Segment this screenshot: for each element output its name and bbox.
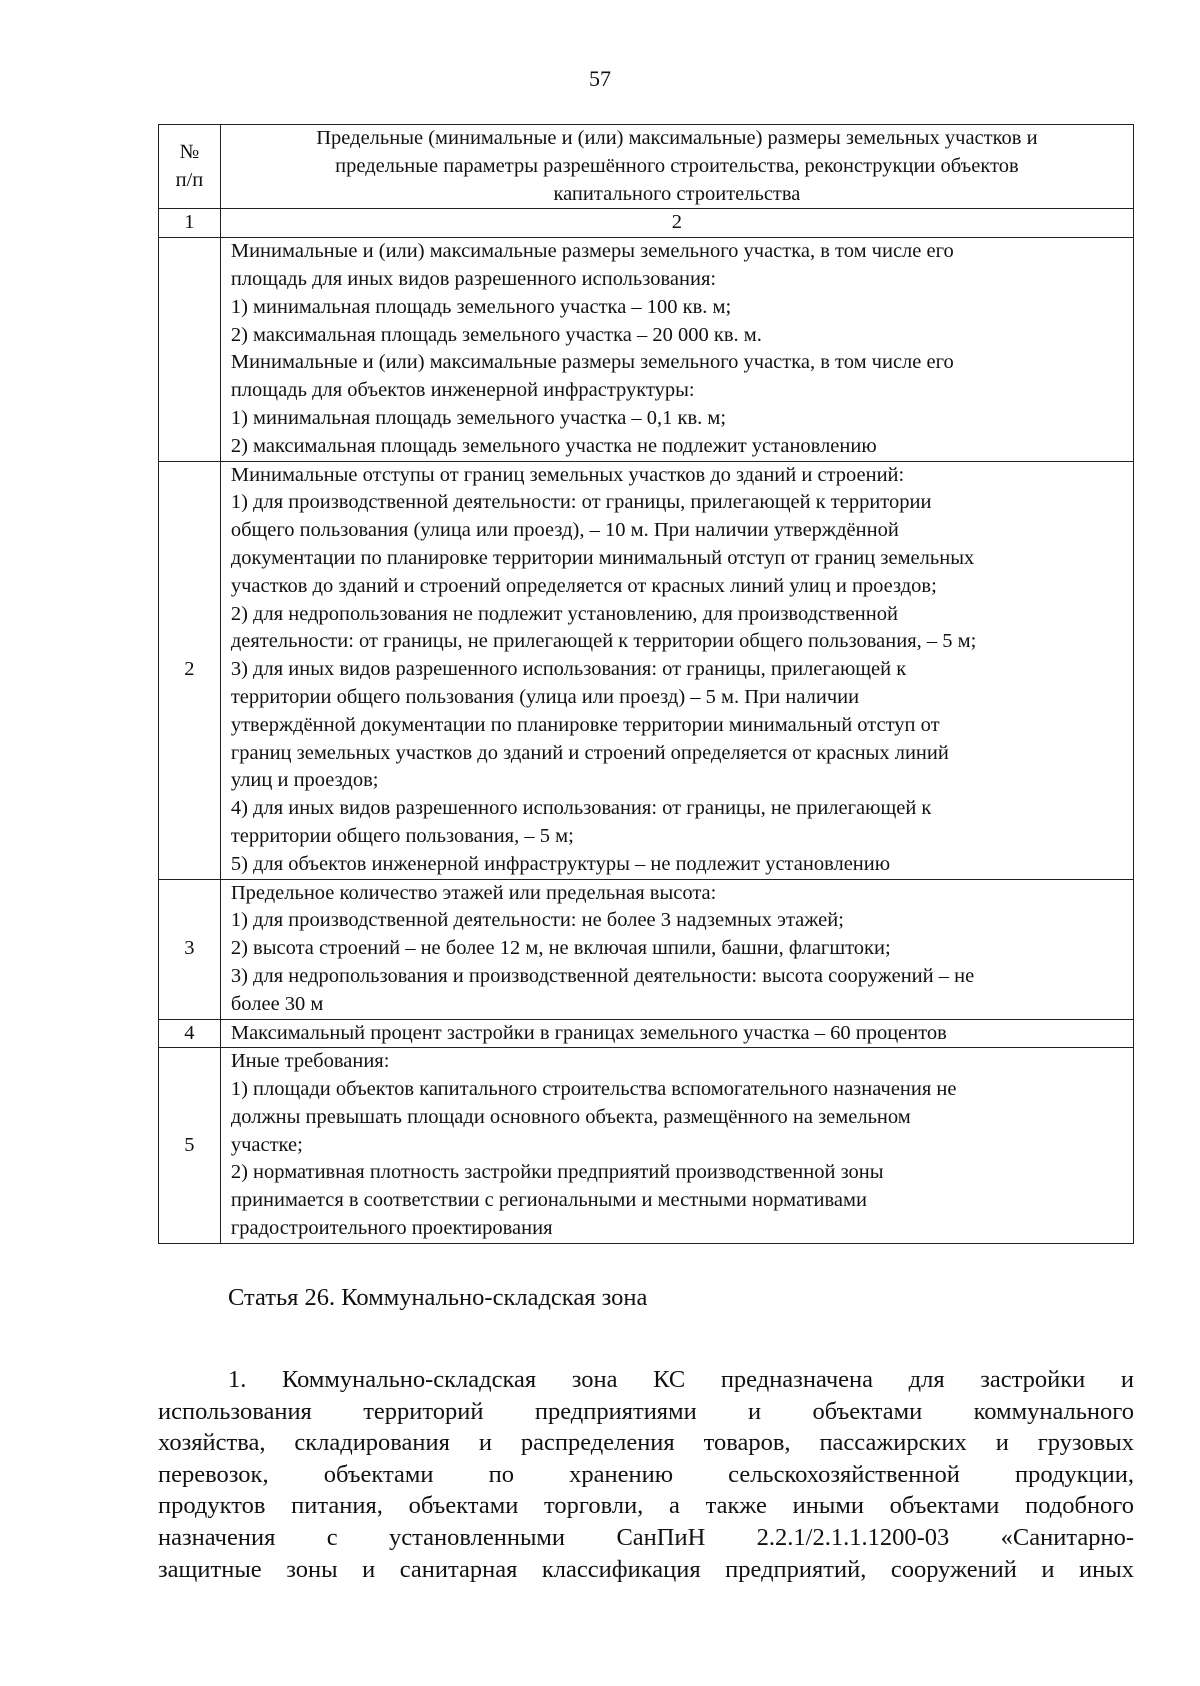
row-text-line: Минимальные и (или) максимальные размеры земельного участка, в том числе его <box>230 240 954 263</box>
row-text-line: принимается в соответствии с региональными и местными нормативами <box>230 1189 867 1212</box>
header-number-line: п/п <box>175 168 204 191</box>
row-text-line: 2) максимальная площадь земельного участка – 20 000 кв. м. <box>230 323 762 346</box>
row-text-line: Предельное количество этажей или предельная высота: <box>230 881 717 904</box>
header-number-cell <box>159 125 221 209</box>
table-row <box>159 1048 1134 1244</box>
row-text-line: 5) для объектов инженерной инфраструктуры – не подлежит установлению <box>230 852 891 875</box>
row-number-cell: 5 <box>159 1048 221 1244</box>
row-text-line: 1) для производственной деятельности: не более 3 надземных этажей; <box>230 909 844 932</box>
row-text-line: территории общего пользования, – 5 м; <box>230 824 574 847</box>
row-text-line: Минимальные и (или) максимальные размеры земельного участка, в том числе его <box>230 351 954 374</box>
row-text-line: 1) для производственной деятельности: от границы, прилегающей к территории <box>230 491 932 514</box>
paragraph-line: защитные зоны и санитарная классификация предприятий, сооружений и иных <box>158 1555 1134 1583</box>
row-text-line: общего пользования (улица или проезд), – 10 м. При наличии утверждённой <box>230 519 899 542</box>
row-number-cell: 2 <box>159 461 221 879</box>
header-title-line: предельные параметры разрешённого строительства, реконструкции объектов <box>335 154 1019 177</box>
row-text-line: площадь для объектов инженерной инфраструктуры: <box>230 379 695 402</box>
header-title-line: капитального строительства <box>553 182 801 205</box>
row-text-line: 3) для иных видов разрешенного использования: от границы, прилегающей к <box>230 658 907 681</box>
paragraph-line: использования территорий предприятиями и объектами коммунального <box>158 1397 1134 1425</box>
table-body <box>159 238 1134 1244</box>
row-text-line: 2) для недропользования не подлежит установлению, для производственной <box>230 602 898 625</box>
article-title: Статья 26. Коммунально-складская зона <box>228 1284 648 1311</box>
header-title-line: Предельные (минимальные и (или) максимальные) размеры земельных участков и <box>316 127 1038 149</box>
row-text-line: 2) высота строений – не более 12 м, не включая шпили, башни, флагштоки; <box>230 937 891 960</box>
row-text-line: улиц и проездов; <box>230 769 379 792</box>
row-text-cell <box>220 1019 1133 1048</box>
row-text-line: территории общего пользования (улица или проезд) – 5 м. При наличии <box>230 685 860 708</box>
row-text-line: границ земельных участков до зданий и строений определяется от красных линий <box>230 741 949 764</box>
header-title-cell <box>220 125 1133 209</box>
table-row <box>159 1019 1134 1048</box>
parameters-table <box>158 124 1134 1244</box>
row-text-line: 1) минимальная площадь земельного участка – 100 кв. м; <box>230 295 732 318</box>
row-text-cell <box>220 1048 1133 1244</box>
article-paragraph <box>158 1364 1134 1585</box>
row-text-line: Максимальный процент застройки в границах земельного участка – 60 процентов <box>230 1021 947 1044</box>
row-text-line: участке; <box>230 1133 303 1156</box>
row-text-line: градостроительного проектирования <box>230 1217 553 1240</box>
row-number-cell <box>159 238 221 461</box>
paragraph-line: перевозок, объектами по хранению сельскохозяйственной продукции, <box>158 1460 1134 1488</box>
index-cell: 2 <box>220 209 1133 238</box>
row-text-line: деятельности: от границы, не прилегающей к территории общего пользования, – 5 м; <box>230 630 977 653</box>
paragraph-line: продуктов питания, объектами торговли, а также иными объектами подобного <box>158 1492 1134 1520</box>
page-number: 57 <box>589 66 611 91</box>
row-text-line: 2) максимальная площадь земельного участка не подлежит установлению <box>230 434 877 457</box>
table-row <box>159 879 1134 1019</box>
row-text-line: участков до зданий и строений определяется от красных линий улиц и проездов; <box>230 574 937 597</box>
table-index-row <box>159 209 1134 238</box>
row-text-line: 3) для недропользования и производственной деятельности: высота сооружений – не <box>230 964 975 987</box>
row-text-line: утверждённой документации по планировке территории минимальный отступ от <box>230 713 940 736</box>
row-text-line: документации по планировке территории минимальный отступ от границ земельных <box>230 546 975 569</box>
row-text-line: площадь для иных видов разрешенного использования: <box>230 267 717 290</box>
table-header-row <box>159 125 1134 209</box>
row-text-line: 1) минимальная площадь земельного участка – 0,1 кв. м; <box>230 406 727 429</box>
header-number-line: № <box>179 140 200 163</box>
row-text-cell <box>220 238 1133 461</box>
row-number-cell: 3 <box>159 879 221 1019</box>
paragraph-line: назначения с установленными СанПиН 2.2.1/2.1.1.1200-03 «Санитарно- <box>158 1523 1134 1551</box>
row-text-line: Минимальные отступы от границ земельных участков до зданий и строений: <box>230 463 905 486</box>
row-text-cell <box>220 879 1133 1019</box>
row-text-line: Иные требования: <box>230 1050 390 1073</box>
paragraph-line: 1. Коммунально-складская зона КС предназначена для застройки и <box>228 1366 1134 1393</box>
row-text-cell <box>220 461 1133 879</box>
row-text-line: 4) для иных видов разрешенного использования: от границы, не прилегающей к <box>230 797 932 820</box>
row-text-line: должны превышать площади основного объекта, размещённого на земельном <box>230 1105 911 1128</box>
row-text-line: 2) нормативная плотность застройки предприятий производственной зоны <box>230 1161 884 1184</box>
table-row <box>159 238 1134 461</box>
row-text-line: 1) площади объектов капитального строительства вспомогательного назначения не <box>230 1078 957 1101</box>
table-row <box>159 461 1134 879</box>
row-text-line: более 30 м <box>230 992 324 1015</box>
row-number-cell: 4 <box>159 1019 221 1048</box>
index-cell: 1 <box>159 209 221 238</box>
paragraph-line: хозяйства, складирования и распределения товаров, пассажирских и грузовых <box>158 1429 1134 1457</box>
